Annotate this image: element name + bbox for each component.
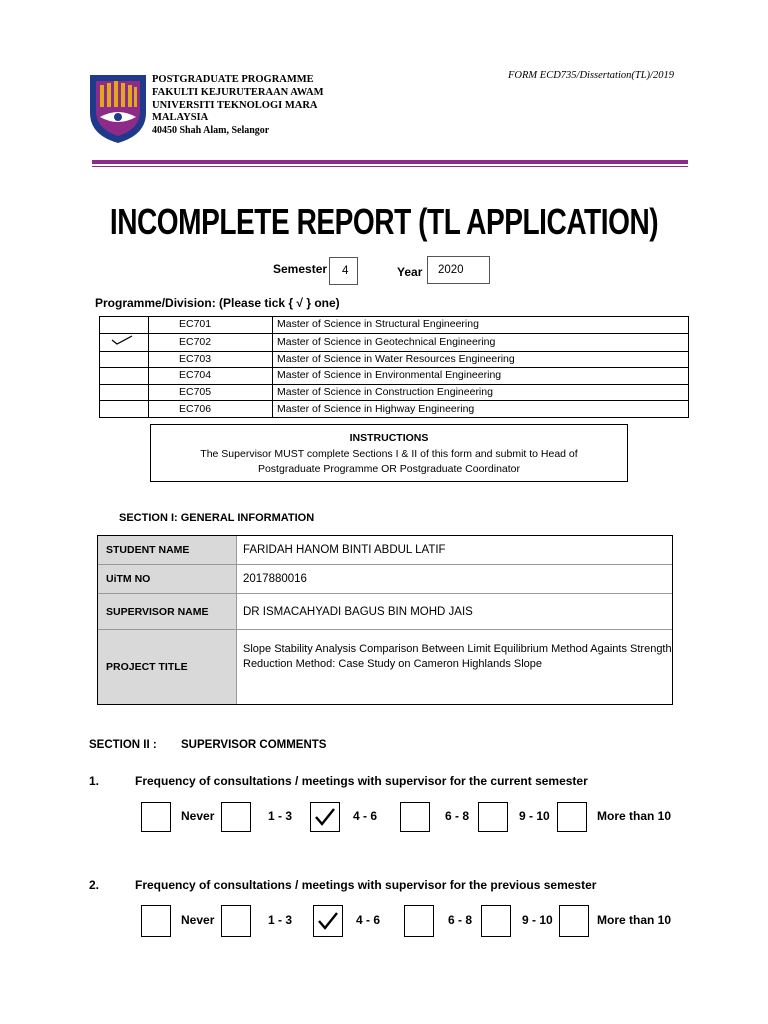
programme-code: EC703 [149, 351, 273, 368]
programme-code: EC704 [149, 368, 273, 385]
option-label: 1 - 3 [268, 809, 293, 823]
programme-name: Master of Science in Highway Engineering [273, 401, 689, 418]
question-2 [89, 878, 689, 894]
checkbox-4-6[interactable] [310, 802, 340, 832]
year-label: Year [397, 265, 423, 279]
option-label: More than 10 [597, 809, 672, 823]
instructions-heading: INSTRUCTIONS [349, 432, 429, 444]
option-label: Never [181, 913, 215, 927]
tick-cell[interactable] [100, 351, 149, 368]
header-line: FAKULTI KEJURUTERAAN AWAM [152, 86, 324, 98]
option-label: More than 10 [597, 913, 672, 927]
programme-code: EC702 [149, 333, 273, 351]
question-1 [89, 774, 689, 790]
instructions-line: Postgraduate Programme OR Postgraduate Coordinator [257, 463, 521, 475]
info-row [98, 565, 672, 594]
info-row [98, 630, 672, 704]
section1-title: SECTION I: GENERAL INFORMATION [119, 512, 315, 524]
header-line: MALAYSIA [152, 112, 209, 124]
programme-name: Master of Science in Geotechnical Engineering [273, 333, 689, 351]
option-label: 4 - 6 [356, 913, 381, 927]
student-name-label: STUDENT NAME [98, 536, 237, 564]
supervisor-name-field[interactable]: DR ISMACAHYADI BAGUS BIN MOHD JAIS [243, 605, 473, 618]
question-text: Frequency of consultations / meetings with supervisor for the previous semester [135, 878, 597, 892]
table-row[interactable] [100, 317, 689, 334]
option-label: 6 - 8 [445, 809, 470, 823]
programme-name: Master of Science in Construction Engineering [273, 384, 689, 401]
header-divider [92, 160, 688, 164]
info-row [98, 594, 672, 630]
checkbox-1-3[interactable] [221, 802, 251, 832]
programme-code: EC705 [149, 384, 273, 401]
programme-name: Master of Science in Structural Engineering [273, 317, 689, 334]
programme-code: EC706 [149, 401, 273, 418]
instructions-box [150, 424, 628, 482]
section2-title: SUPERVISOR COMMENTS [181, 739, 327, 751]
option-label: 9 - 10 [519, 809, 550, 823]
checkmark-icon [110, 334, 138, 346]
option-label: 1 - 3 [268, 913, 293, 927]
header-line: POSTGRADUATE PROGRAMME [152, 74, 314, 85]
checkbox-never[interactable] [141, 905, 171, 937]
checkbox-4-6[interactable] [313, 905, 343, 937]
page-title: INCOMPLETE REPORT (TL APPLICATION) [109, 201, 659, 242]
table-row[interactable] [100, 351, 689, 368]
question-number: 2. [89, 878, 100, 892]
uitm-logo [88, 73, 148, 145]
header-divider-thin [92, 166, 688, 167]
checkbox-9-10[interactable] [481, 905, 511, 937]
instructions-line: The Supervisor MUST complete Sections I & II of this form and submit to Head of [200, 447, 578, 460]
tick-cell[interactable] [100, 368, 149, 385]
uitm-no-field[interactable]: 2017880016 [243, 573, 307, 585]
general-info-table [97, 535, 673, 705]
institution-header [152, 74, 324, 138]
table-row[interactable] [100, 368, 689, 385]
option-label: Never [181, 809, 215, 823]
section2-header [89, 739, 327, 751]
programme-label: Programme/Division: (Please tick { √ } one) [95, 296, 340, 310]
programme-name: Master of Science in Environmental Engineering [273, 368, 689, 385]
table-row[interactable] [100, 333, 689, 351]
header-line: UNIVERSITI TEKNOLOGI MARA [152, 99, 318, 111]
table-row[interactable] [100, 384, 689, 401]
programme-name: Master of Science in Water Resources Engineering [273, 351, 689, 368]
student-name-field[interactable]: FARIDAH HANOM BINTI ABDUL LATIF [243, 544, 446, 556]
question-text: Frequency of consultations / meetings with supervisor for the current semester [135, 774, 588, 788]
checkmark-icon [317, 911, 339, 931]
checkbox-6-8[interactable] [404, 905, 434, 937]
project-title-label: PROJECT TITLE [98, 630, 237, 704]
semester-label: Semester [273, 262, 328, 276]
section2-label: SECTION II : [89, 739, 157, 751]
year-field[interactable]: 2020 [427, 256, 490, 284]
tick-cell[interactable] [100, 401, 149, 418]
programme-code: EC701 [149, 317, 273, 334]
semester-field[interactable]: 4 [329, 257, 358, 285]
checkbox-1-3[interactable] [221, 905, 251, 937]
option-label: 6 - 8 [448, 913, 473, 927]
question-number: 1. [89, 774, 100, 788]
tick-cell[interactable] [100, 384, 149, 401]
checkmark-icon [314, 807, 336, 827]
tick-cell[interactable] [100, 333, 149, 351]
checkbox-more-than-10[interactable] [557, 802, 587, 832]
supervisor-name-label: SUPERVISOR NAME [98, 594, 237, 629]
form-code: FORM ECD735/Dissertation(TL)/2019 [508, 70, 674, 81]
table-row[interactable] [100, 401, 689, 418]
checkbox-never[interactable] [141, 802, 171, 832]
programme-table [99, 316, 689, 418]
header-address: 40450 Shah Alam, Selangor [152, 125, 270, 137]
option-label: 9 - 10 [522, 913, 553, 927]
info-row [98, 536, 672, 565]
checkbox-more-than-10[interactable] [559, 905, 589, 937]
option-label: 4 - 6 [353, 809, 378, 823]
checkbox-9-10[interactable] [478, 802, 508, 832]
tick-cell[interactable] [100, 317, 149, 334]
checkbox-6-8[interactable] [400, 802, 430, 832]
uitm-no-label: UiTM NO [98, 565, 237, 593]
project-title-field[interactable]: Slope Stability Analysis Comparison Between Limit Equilibrium Method Againts Strength Reduction Method: Case Study on Cameron Highlands Slope [243, 643, 672, 670]
